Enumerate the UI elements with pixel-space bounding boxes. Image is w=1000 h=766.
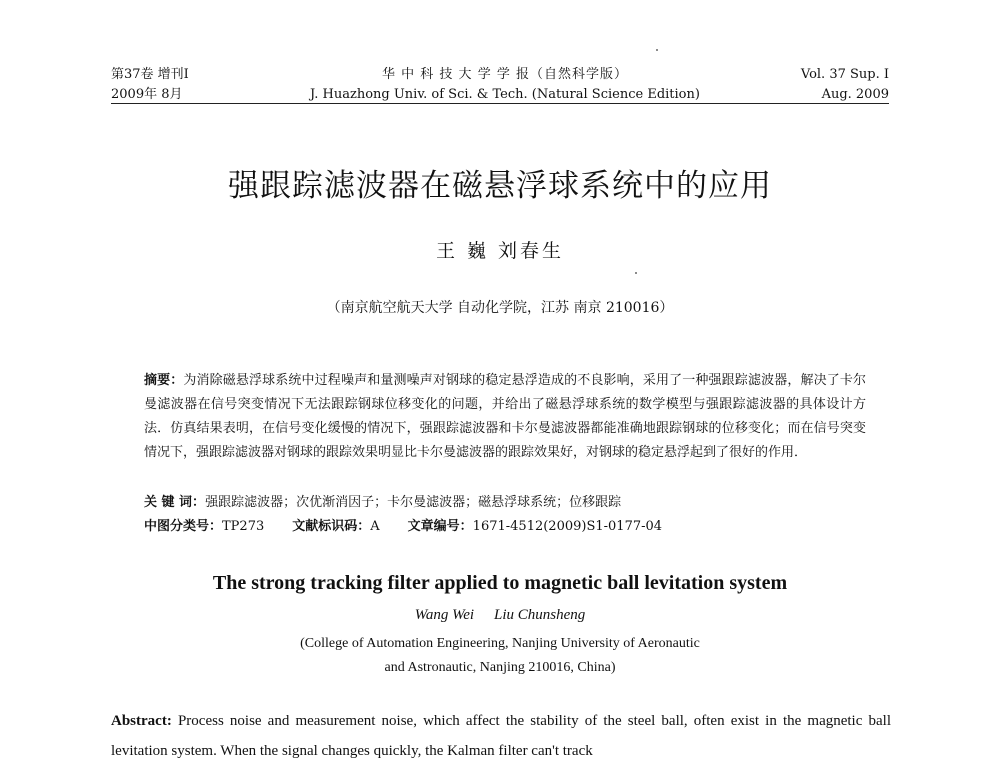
abstract-en-label: Abstract: xyxy=(111,713,172,729)
authors-en xyxy=(0,607,1000,624)
doc-code-value: A xyxy=(370,519,380,534)
keywords-label: 关 键 词： xyxy=(144,495,206,510)
abstract-cn-text: 为消除磁悬浮球系统中过程噪声和量测噪声对钢球的稳定悬浮造成的不良影响，采用了一种强跟踪滤波器，解决了卡尔曼滤波器在信号突变情况下无法跟踪钢球位移变化的问题，并给出了磁悬浮球系统的数学模型与强跟踪滤波器的具体设计方法．仿真结果表明，在信号变化缓慢的情况下，强跟踪滤波器和卡尔曼滤波器都能准确地跟踪钢球的位移变化；而在信号突变情况下，强跟踪滤波器对钢球的跟踪效果明显比卡尔曼滤波器的跟踪效果好，对钢球的稳定悬浮起到了很好的作用． xyxy=(144,373,866,460)
scan-speck xyxy=(656,49,658,51)
author-en-2: Liu Chunsheng xyxy=(494,607,586,623)
scan-speck xyxy=(635,272,637,274)
affiliation-cn: （南京航空航天大学 自动化学院，江苏 南京 210016） xyxy=(326,300,674,316)
header-rule xyxy=(111,103,889,104)
doc-code-label: 文献标识码： xyxy=(292,519,371,534)
header-date: 2009年 8月 xyxy=(111,87,183,102)
article-no-value: 1671-4512(2009)S1-0177-04 xyxy=(472,519,663,534)
affiliation-en-line2: and Astronautic, Nanjing 210016, China) xyxy=(384,660,616,675)
title-cn: 强跟踪滤波器在磁悬浮球系统中的应用 xyxy=(228,168,772,204)
abstract-en-text: Process noise and measurement noise, which affect the stability of the steel ball, often exist in the magnetic ball levitation system. When the signal changes quickly, the Kalman filter can't track xyxy=(111,713,891,759)
affiliation-en-line1: (College of Automation Engineering, Nanjing University of Aeronautic xyxy=(300,636,700,651)
header-volume: 第37卷 增刊Ⅰ xyxy=(111,67,189,82)
classification-line xyxy=(144,515,866,539)
article-no-label: 文章编号： xyxy=(407,519,473,534)
header-vol-en: Vol. 37 Sup. Ⅰ xyxy=(800,67,889,82)
abstract-en xyxy=(111,706,891,766)
abstract-cn xyxy=(144,369,866,465)
keywords-cn xyxy=(144,491,866,515)
header-date-en: Aug. 2009 xyxy=(821,87,889,102)
header-journal-en: J. Huazhong Univ. of Sci. & Tech. (Natural Science Edition) xyxy=(310,87,700,102)
clc-label: 中图分类号： xyxy=(144,519,223,534)
abstract-cn-label: 摘要： xyxy=(144,373,184,388)
authors-cn: 王 巍 刘春生 xyxy=(435,240,565,262)
header-journal-cn: 华 中 科 技 大 学 学 报（自然科学版） xyxy=(382,67,628,82)
author-en-1: Wang Wei xyxy=(414,607,475,623)
keywords-text: 强跟踪滤波器；次优渐消因子；卡尔曼滤波器；磁悬浮球系统；位移跟踪 xyxy=(205,495,622,510)
title-en: The strong tracking filter applied to magnetic ball levitation system xyxy=(212,572,788,594)
clc-value: TP273 xyxy=(222,519,265,534)
